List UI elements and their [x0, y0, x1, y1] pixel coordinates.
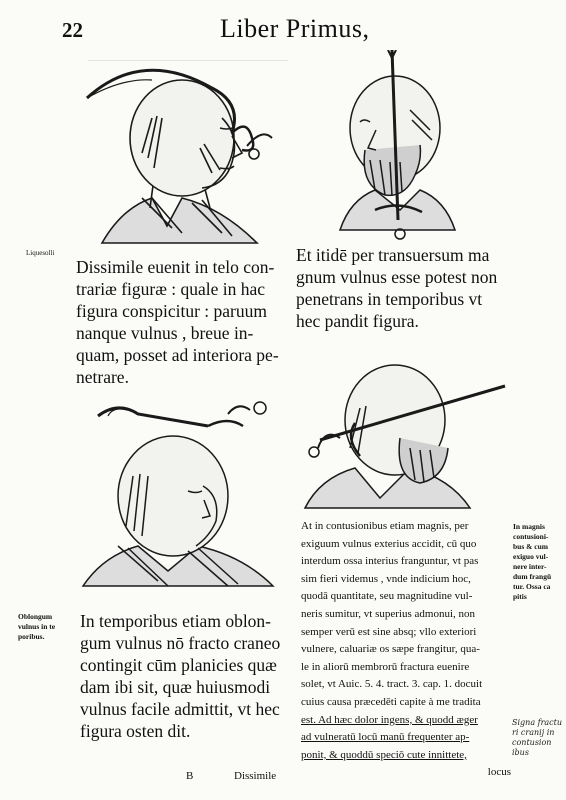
margin-line: Oblongum	[18, 612, 53, 621]
catchword: locus	[487, 766, 511, 779]
text-line: gnum vulnus esse potest non	[296, 267, 498, 287]
margin-line: tur. Ossa ca	[513, 582, 551, 591]
woodcut-transverse-sword-head	[300, 358, 510, 518]
hand-line: Signa fractu	[512, 718, 563, 727]
text-line: At in contusionibus etiam magnis, per	[301, 520, 469, 532]
margin-line: nere inter-	[513, 562, 547, 571]
text-line: le in aliorū membrorū fractura euenire	[301, 660, 470, 673]
text-line: nanque vulnus , breue in-	[76, 323, 254, 343]
text-line-underlined: ad vulneratū locū manū frequenter ap-	[301, 731, 470, 744]
text-line: quodā quantitate, seu magnitudine vul-	[301, 590, 473, 603]
text-line: vulnus facile admittit, vt hec	[80, 699, 280, 719]
text-line: interdum ossa interius franguntur, vt pas	[301, 555, 479, 568]
text-line-underlined: est. Ad hæc dolor ingens, & quodd æger	[301, 713, 478, 726]
text-line: In temporibus etiam oblon-	[80, 611, 272, 631]
text-line: dam ibi sit, quæ huiusmodi	[80, 677, 271, 697]
text-line: hec pandit figura.	[296, 311, 419, 331]
running-title: Liber Primus,	[220, 14, 370, 43]
margin-line: vulnus in te	[18, 622, 56, 631]
margin-line: bus & cum	[513, 542, 549, 551]
margin-line: dum frangū	[513, 572, 552, 581]
woodcut-curved-blade-head	[82, 58, 292, 248]
marginal-note-liquesolli: Liquesolli	[26, 249, 55, 257]
text-line: contingit cūm planicies quæ	[80, 655, 277, 675]
text-line: penetrans in temporibus vt	[296, 289, 483, 309]
text-line: vulnere, caluariæ os sæpe frangitur, qua-	[301, 643, 480, 656]
text-line: Dissimile euenit in telo con-	[76, 257, 275, 277]
hand-line: ibus	[512, 748, 529, 757]
woodcut-scimitar-head	[78, 396, 288, 596]
text-line: cuius causa præcedēti capite à me tradita	[301, 695, 481, 708]
margin-line: exiguo vul-	[513, 552, 549, 561]
text-line: solet, vt Auic. 5. 4. tract. 3. cap. 1. docuit	[301, 678, 483, 691]
margin-line: contusioni-	[513, 532, 549, 541]
text-line: trariæ figuræ : quale in hac	[76, 279, 266, 299]
margin-line: poribus.	[18, 632, 45, 641]
text-block-right-top	[296, 244, 536, 332]
footer-catchword: Dissimile	[234, 770, 277, 782]
text-line: Et itidē per transuersum ma	[296, 245, 490, 265]
text-block-left-top	[76, 240, 291, 388]
woodcut-vertical-sword-head	[330, 50, 460, 240]
bleed-through-line	[76, 240, 291, 256]
text-block-left-bottom	[80, 610, 295, 742]
text-line: figura conspicitur : paruum	[76, 301, 267, 321]
margin-line: In magnis	[513, 522, 545, 531]
text-line: quam, posset ad interiora pe-	[76, 345, 279, 365]
text-line: exiguum vulnus exterius accidit, cū quo	[301, 537, 477, 550]
marginal-note-contusions	[513, 522, 565, 602]
text-line: netrare.	[76, 367, 129, 387]
signature-mark: B	[186, 770, 194, 782]
text-line: semper verū est sine absq; vllo exteriori	[301, 625, 477, 638]
text-line-underlined: ponit, & quoddū speciō cute innittete,	[301, 748, 467, 761]
marginal-note-oblongum	[18, 612, 78, 642]
text-line: figura osten dit.	[80, 721, 191, 741]
hand-line: ri cranij in	[512, 728, 555, 737]
page-number: 22	[62, 18, 83, 42]
margin-line: pitis	[513, 592, 527, 601]
hand-line: contusion	[512, 738, 552, 747]
text-line: gum vulnus nō fracto craneo	[80, 633, 281, 653]
text-block-right-bottom	[301, 518, 513, 782]
text-line: neris sumitur, vt superius admonui, non	[301, 607, 476, 620]
text-line: sim fieri videmus , vnde indicium hoc,	[301, 572, 471, 585]
handwritten-annotation	[512, 718, 566, 758]
